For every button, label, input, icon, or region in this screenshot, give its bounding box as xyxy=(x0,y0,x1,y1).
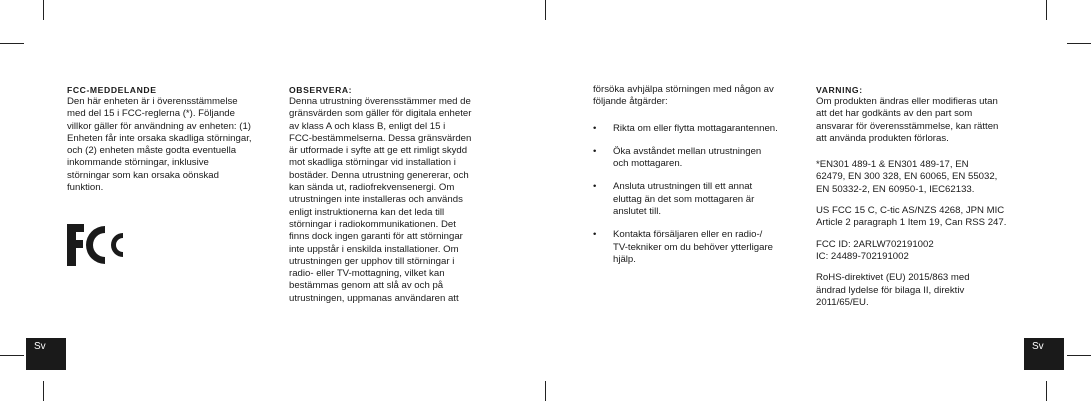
text-line: Enheten får inte orsaka skadliga störningar, xyxy=(67,132,252,144)
text-line: utrustningen, uppmanas användaren att xyxy=(289,292,459,304)
crop-mark xyxy=(545,0,546,20)
text-line: bestämmas genom att slå av och på xyxy=(289,280,444,292)
text-line: Den här enheten är i överensstämmelse xyxy=(67,96,238,107)
fcc-notice-section xyxy=(67,84,277,194)
text-line: enligt instruktionerna kan det leda till xyxy=(289,206,445,218)
rohs-text xyxy=(816,272,1056,309)
crop-mark xyxy=(1046,0,1047,20)
text-line: Öka avståndet mellan utrustningen xyxy=(613,145,762,157)
text-line: utrustningen ger upphov till störningar i xyxy=(289,255,455,267)
text-line: *EN301 489-1 & EN301 489-17, EN xyxy=(816,159,969,171)
section-heading: VARNING: xyxy=(816,85,863,95)
text-line: TV-tekniker om du behöver ytterligare xyxy=(613,241,773,253)
text-line: Om produkten ändras eller modifieras utan xyxy=(816,96,998,107)
crop-mark xyxy=(43,0,44,20)
text-line: ändrad lydelse för bilaga II, direktiv xyxy=(816,284,965,296)
page-language-label: Sv xyxy=(1032,341,1044,352)
page-language-tab-right xyxy=(1024,338,1064,370)
text-line: försöka avhjälpa störningen med någon av xyxy=(593,84,774,95)
text-line: radio- eller TV-mottagning, vilket kan xyxy=(289,268,445,280)
text-line: 62479, EN 300 328, EN 60065, EN 55032, xyxy=(816,171,998,183)
list-item xyxy=(593,229,808,266)
text-line: störningar som kan orsaka oönskad xyxy=(67,169,219,181)
text-line: ansvarar för överensstämmelse, kan rätten xyxy=(816,120,999,132)
text-line: RoHS-direktivet (EU) 2015/863 med xyxy=(816,272,970,284)
fcc-notice-text xyxy=(67,96,277,194)
text-line: att använda produkten förloras. xyxy=(816,132,949,144)
warning-section xyxy=(816,84,1056,309)
observera-section xyxy=(289,84,504,305)
list-item xyxy=(593,146,808,171)
text-line: inte uppstår i enskilda installationer. Om xyxy=(289,243,459,255)
text-line: Ansluta utrustningen till ett annat xyxy=(613,181,753,193)
text-line: anslutet till. xyxy=(613,206,661,218)
page-language-tab-left xyxy=(26,338,66,370)
text-line: Denna utrustning överensstämmer med de xyxy=(289,96,471,107)
text-line: gränsvärden som gäller för digitala enheter xyxy=(289,108,472,120)
text-line: hjälp. xyxy=(613,253,636,265)
remedies-list xyxy=(593,123,808,267)
text-line: med del 15 i FCC-reglerna (*). Följande xyxy=(67,108,235,120)
remedies-section xyxy=(593,84,808,277)
fcc-logo xyxy=(67,224,125,266)
crop-mark xyxy=(1067,43,1091,44)
text-line: utrustningen inte installeras och används xyxy=(289,194,463,206)
text-line: Rikta om eller flytta mottagarantennen. xyxy=(613,122,778,134)
text-line: inkommande störningar, inklusive xyxy=(67,157,209,169)
bullet-icon: • xyxy=(593,181,597,193)
section-heading: OBSERVERA: xyxy=(289,85,353,95)
crop-mark xyxy=(43,381,44,401)
bullet-icon: • xyxy=(593,229,597,241)
text-line: FCC ID: 2ARLW702191002 xyxy=(816,238,934,250)
text-line: mot skadliga störningar vid installation i xyxy=(289,157,456,169)
standards-text xyxy=(816,159,1056,196)
text-line: 2011/65/EU. xyxy=(816,296,869,308)
text-line: funktion. xyxy=(67,182,104,194)
page-language-label: Sv xyxy=(34,341,46,352)
text-line: bostäder. Denna utrustning genererar, och xyxy=(289,169,469,181)
list-item xyxy=(593,123,808,135)
text-line: av klass A och klass B, enligt del 15 i xyxy=(289,120,446,132)
observera-text xyxy=(289,96,504,305)
crop-mark xyxy=(1067,355,1091,356)
crop-mark xyxy=(1046,381,1047,401)
section-heading: FCC-MEDDELANDE xyxy=(67,85,157,95)
crop-mark xyxy=(545,381,546,401)
list-item xyxy=(593,181,808,218)
text-line: IC: 24489-702191002 xyxy=(816,250,909,262)
text-line: följande åtgärder: xyxy=(593,96,668,108)
bullet-icon: • xyxy=(593,122,597,134)
text-line: kan sända ut, radiofrekvensenergi. Om xyxy=(289,182,455,194)
text-line: finns dock ingen garanti för att störningar xyxy=(289,231,463,243)
warning-text xyxy=(816,96,1056,145)
text-line: FCC-bestämmelserna. Dessa gränsvärden xyxy=(289,132,472,144)
crop-mark xyxy=(0,43,24,44)
text-line: är utformade i syfte att ge ett rimligt skydd xyxy=(289,145,468,157)
text-line: villkor gäller för användning av enheten: (1) xyxy=(67,120,251,132)
text-line: eluttag än det som mottagaren är xyxy=(613,193,755,205)
text-line: och (2) enheten måste godta eventuella xyxy=(67,145,237,157)
text-line: Kontakta försäljaren eller en radio-/ xyxy=(613,229,763,241)
fcc-id-text xyxy=(816,239,1056,264)
text-line: och mottagaren. xyxy=(613,158,683,170)
text-line: EN 50332-2, EN 60950-1, IEC62133. xyxy=(816,183,975,195)
text-line: US FCC 15 C, C-tic AS/NZS 4268, JPN MIC xyxy=(816,205,1005,217)
us-fcc-text xyxy=(816,205,1056,230)
bullet-icon: • xyxy=(593,145,597,157)
text-line: att det har godkänts av den part som xyxy=(816,108,973,120)
text-line: Article 2 paragraph 1 Item 19, Can RSS 247. xyxy=(816,217,1007,229)
remedies-intro xyxy=(593,84,808,109)
text-line: störningar i radiokommunikationen. Det xyxy=(289,218,456,230)
crop-mark xyxy=(0,355,24,356)
